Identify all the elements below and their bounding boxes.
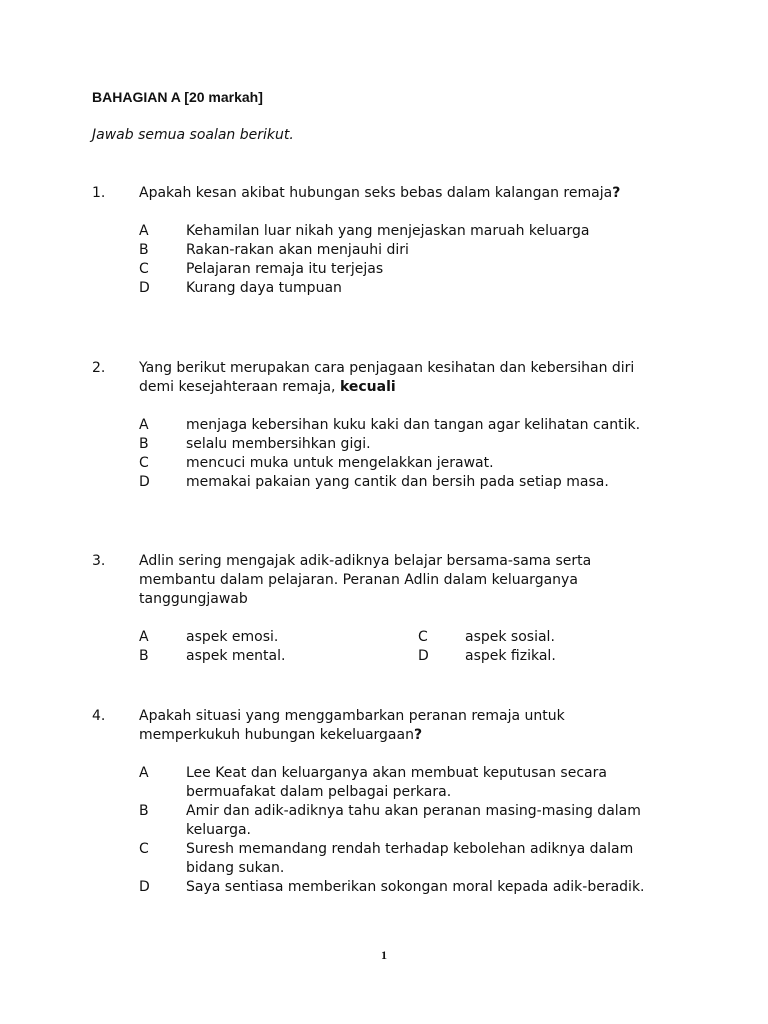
option-c (139, 454, 682, 473)
option-c (139, 260, 682, 279)
option-d (139, 473, 682, 492)
option-text: Rakan-rakan akan menjauhi diri (186, 242, 409, 258)
option-letter: B (139, 803, 149, 819)
option-a (139, 222, 682, 241)
question-stem (139, 184, 669, 203)
option-d (139, 279, 682, 298)
option-letter: D (139, 280, 150, 296)
option-letter: B (139, 648, 149, 664)
question-number: 3. (92, 553, 106, 569)
option-letter: A (139, 765, 149, 781)
option-letter: D (139, 879, 150, 895)
options-list (139, 222, 682, 298)
option-letter: A (139, 417, 149, 433)
question-mark: ? (413, 727, 423, 743)
option-text: Lee Keat dan keluarganya akan membuat keputusan secara bermuafakat dalam pelbagai perkara. (186, 765, 607, 800)
option-letter: B (139, 242, 149, 258)
question-number: 4. (92, 708, 106, 724)
option-text: aspek fizikal. (465, 648, 556, 664)
option-text: Amir dan adik-adiknya tahu akan peranan masing-masing dalam keluarga. (186, 803, 641, 838)
option-letter: A (139, 223, 149, 239)
page-number: 1 (381, 948, 387, 962)
option-letter: D (418, 648, 429, 664)
question-4 (92, 707, 682, 897)
option-b (139, 241, 682, 260)
question-3 (92, 552, 682, 666)
instruction: Jawab semua soalan berikut. (92, 127, 294, 143)
option-text: menjaga kebersihan kuku kaki dan tangan agar kelihatan cantik. (186, 417, 641, 433)
option-c (139, 840, 682, 878)
option-d (139, 878, 682, 897)
question-text: Yang berikut merupakan cara penjagaan kesihatan dan kebersihan diri demi kesejahteraan remaja, (139, 360, 635, 395)
question-number: 2. (92, 360, 106, 376)
option-text: Pelajaran remaja itu terjejas (186, 261, 384, 277)
option-letter: C (139, 841, 149, 857)
section-title: BAHAGIAN A [20 markah] (92, 89, 263, 105)
option-text: aspek mental. (186, 648, 286, 664)
option-text: Kurang daya tumpuan (186, 280, 342, 296)
question-number: 1. (92, 185, 106, 201)
option-letter: A (139, 629, 149, 645)
question-1 (92, 184, 682, 298)
option-text: Kehamilan luar nikah yang menjejaskan maruah keluarga (186, 223, 590, 239)
question-stem (139, 359, 669, 397)
option-text: aspek sosial. (465, 629, 555, 645)
option-a (139, 416, 682, 435)
option-b (139, 435, 682, 454)
question-stem (139, 552, 669, 609)
question-emphasis: kecuali (339, 379, 396, 395)
question-stem (139, 707, 669, 745)
question-text: Adlin sering mengajak adik-adiknya belajar bersama-sama serta membantu dalam pelajaran. Peranan Adlin dalam keluarganya tanggungjawab (139, 553, 592, 607)
question-mark: ? (612, 185, 621, 201)
option-a (139, 764, 682, 802)
question-text: Apakah kesan akibat hubungan seks bebas dalam kalangan remaja (139, 185, 613, 201)
question-text: Apakah situasi yang menggambarkan peranan remaja untuk memperkukuh hubungan kekeluargaan (139, 708, 565, 743)
option-text: mencuci muka untuk mengelakkan jerawat. (186, 455, 494, 471)
options-grid (139, 628, 682, 666)
options-list (139, 416, 682, 492)
option-letter: C (139, 455, 149, 471)
option-letter: B (139, 436, 149, 452)
question-2 (92, 359, 682, 492)
options-list (139, 764, 682, 897)
option-text: aspek emosi. (186, 629, 279, 645)
option-text: Suresh memandang rendah terhadap kebolehan adiknya dalam bidang sukan. (186, 841, 634, 876)
option-letter: D (139, 474, 150, 490)
option-letter: C (139, 261, 149, 277)
option-letter: C (418, 629, 428, 645)
option-text: selalu membersihkan gigi. (186, 436, 371, 452)
option-text: Saya sentiasa memberikan sokongan moral kepada adik-beradik. (186, 879, 645, 895)
option-text: memakai pakaian yang cantik dan bersih pada setiap masa. (186, 474, 609, 490)
option-b (139, 802, 682, 840)
